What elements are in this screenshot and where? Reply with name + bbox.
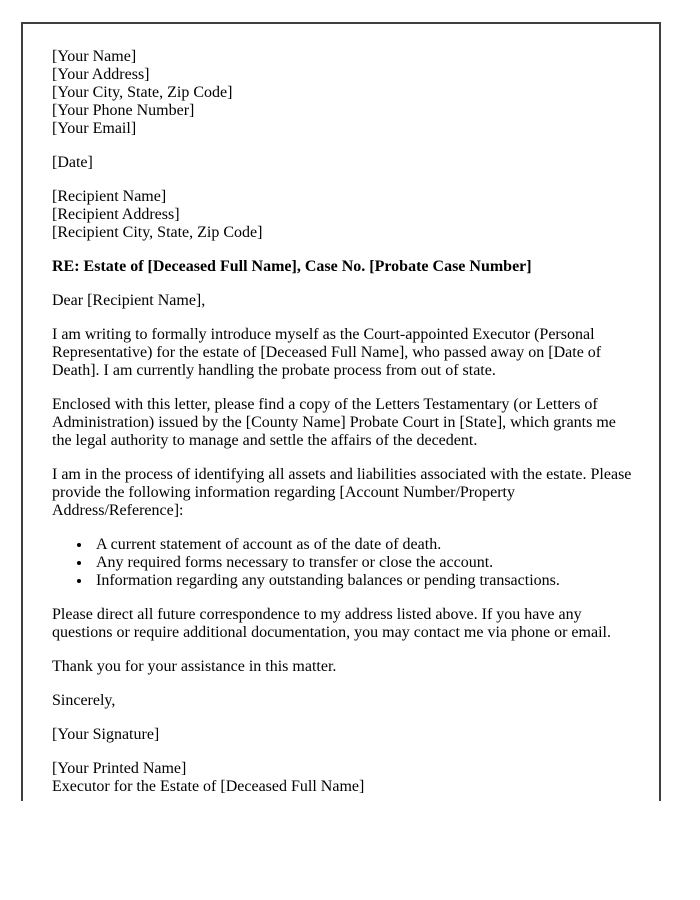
sender-name: [Your Name] [52, 48, 137, 65]
sender-address-block [52, 48, 635, 138]
date-line: [Date] [52, 154, 93, 171]
recipient-address-block [52, 188, 635, 242]
signature-block [52, 760, 635, 796]
printed-name: [Your Printed Name] [52, 760, 187, 777]
signoff: Sincerely, [52, 692, 116, 709]
sender-city-state-zip: [Your City, State, Zip Code] [52, 84, 233, 101]
recipient-address: [Recipient Address] [52, 206, 180, 223]
paragraph-introduction: I am writing to formally introduce myself as the Court-appointed Executor (Personal Representative) for the estate of [Deceased Full Name], who passed away on [Date of Death]. I am currently handling the probate process from out of state. [52, 326, 602, 379]
sender-address: [Your Address] [52, 66, 150, 83]
recipient-city-state-zip: [Recipient City, State, Zip Code] [52, 224, 263, 241]
subject-line: RE: Estate of [Deceased Full Name], Case No. [Probate Case Number] [52, 258, 532, 275]
salutation: Dear [Recipient Name], [52, 292, 206, 309]
signature-placeholder: [Your Signature] [52, 726, 160, 743]
list-item-statement: • A current statement of account as of the date of death. [92, 536, 635, 554]
recipient-name: [Recipient Name] [52, 188, 167, 205]
paragraph-correspondence: Please direct all future correspondence to my address listed above. If you have any questions or require additional documentation, you may contact me via phone or email. [52, 606, 611, 641]
list-item-forms: • Any required forms necessary to transfer or close the account. [92, 554, 635, 572]
executor-title: Executor for the Estate of [Deceased Full Name] [52, 778, 365, 795]
requested-items-list [52, 536, 635, 590]
paragraph-enclosure: Enclosed with this letter, please find a copy of the Letters Testamentary (or Letters of Administration) issued by the [County Name] Probate Court in [State], which grants me the legal authority to manage and settle the affairs of the decedent. [52, 396, 616, 449]
list-item-balances: • Information regarding any outstanding balances or pending transactions. [92, 572, 635, 590]
sender-phone: [Your Phone Number] [52, 102, 195, 119]
letter-document [21, 22, 661, 801]
paragraph-thanks: Thank you for your assistance in this matter. [52, 658, 337, 675]
paragraph-information-request: I am in the process of identifying all assets and liabilities associated with the estate. Please provide the following information regarding [Account Number/Property Address/Reference]: [52, 466, 632, 519]
sender-email: [Your Email] [52, 120, 137, 137]
